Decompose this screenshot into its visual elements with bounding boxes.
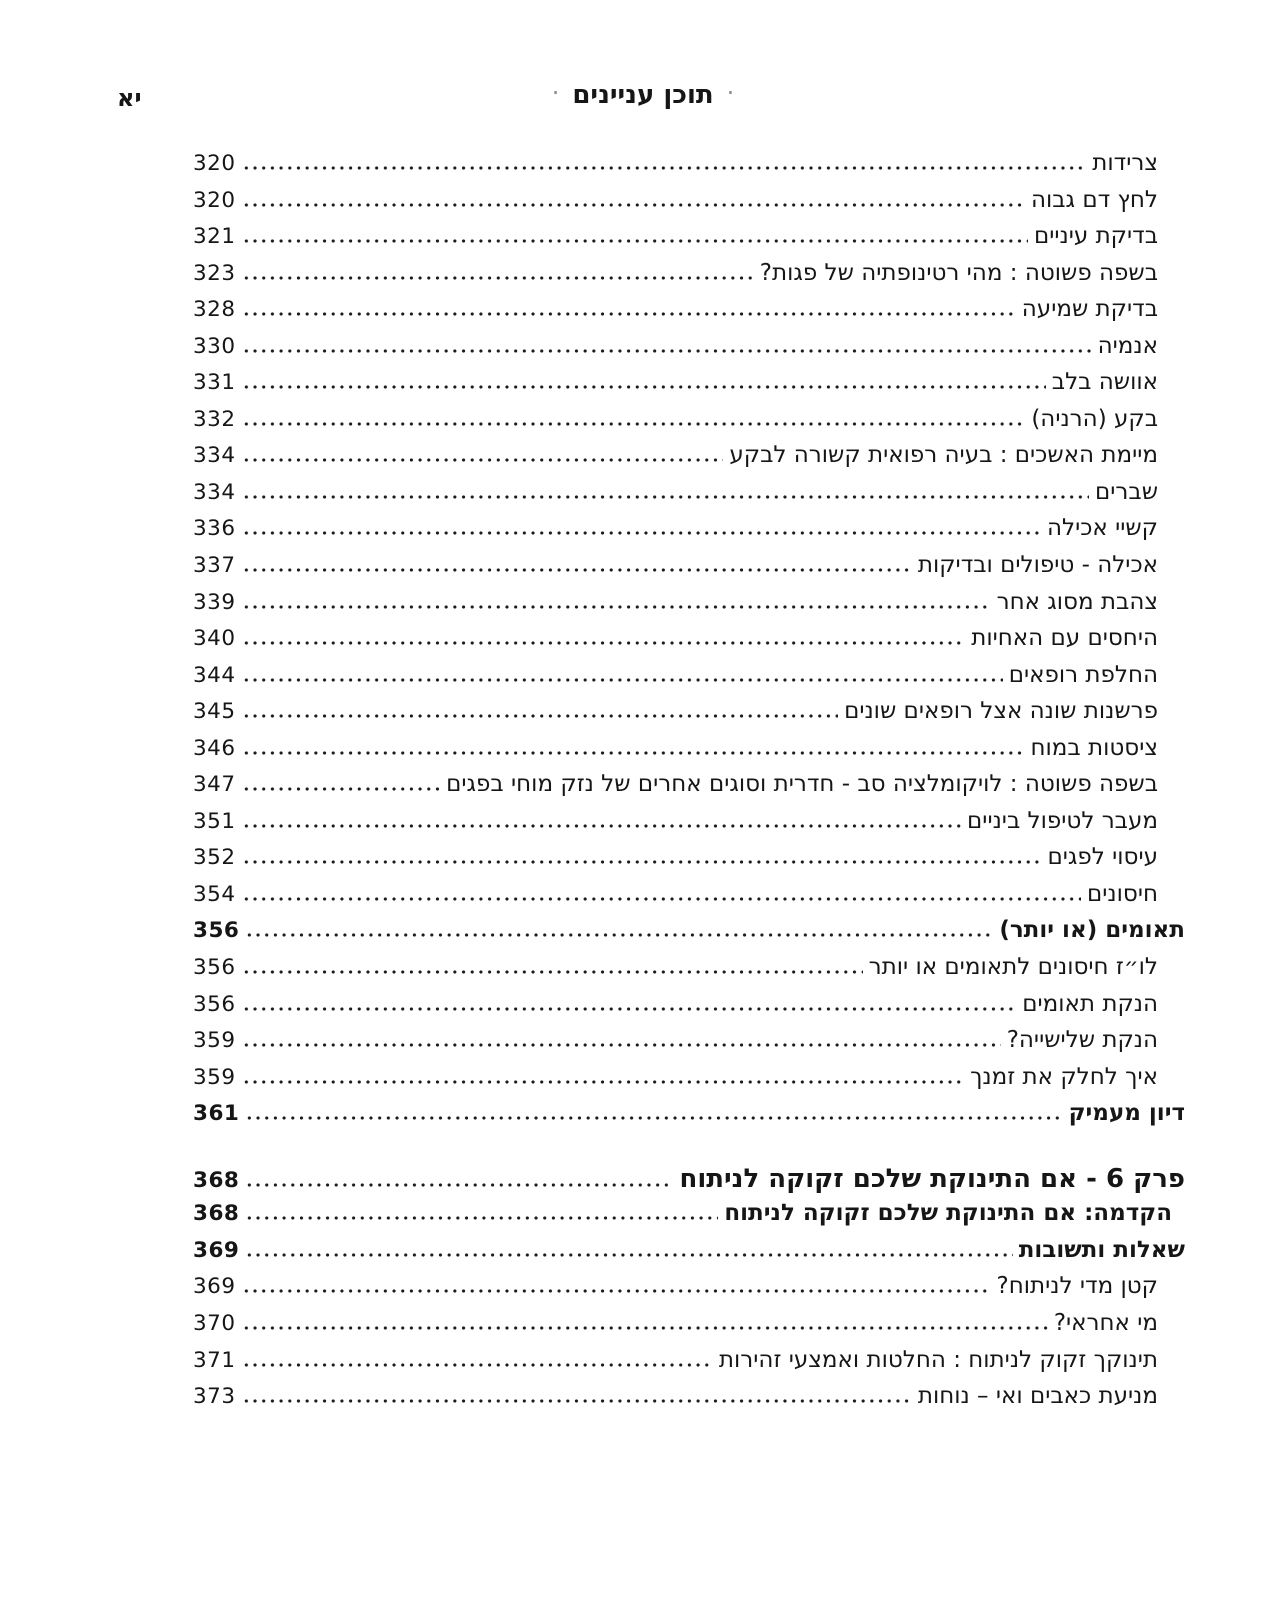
- toc-entry: [193, 1382, 1185, 1419]
- toc-entry-title: דיון מעמיק: [1068, 1100, 1185, 1127]
- toc-entry: [193, 990, 1185, 1027]
- toc-entry-page-number: 339: [193, 589, 236, 615]
- dotted-leader: [242, 641, 966, 645]
- dotted-leader: [245, 1253, 1012, 1257]
- toc-entry-title: ציסטות במוח: [1030, 734, 1158, 761]
- toc-entry: [193, 1272, 1185, 1309]
- dotted-leader: [245, 1183, 673, 1187]
- toc-entry-title: קטן מדי לניתוח?: [996, 1273, 1158, 1300]
- dotted-leader: [242, 495, 1089, 499]
- toc-entry: [193, 624, 1185, 661]
- toc-entry-title: הקדמה: אם התינוקת שלכם זקוקה לניתוח: [724, 1200, 1172, 1227]
- toc-entry-title: צרידות: [1092, 150, 1158, 176]
- dotted-leader: [242, 385, 1046, 389]
- toc-entry-page-number: 337: [193, 553, 236, 579]
- toc-entry: [193, 514, 1185, 551]
- dotted-leader: [242, 1399, 912, 1403]
- toc-entry-title: תינוקך זקוק לניתוח : החלטות ואמצעי זהירות: [718, 1346, 1158, 1373]
- toc-entry-title: מעבר לטיפול ביניים: [967, 807, 1158, 834]
- toc-entry-page-number: 354: [193, 881, 236, 907]
- toc-entry: [193, 953, 1185, 990]
- dotted-leader: [242, 787, 441, 791]
- toc-entry-page-number: 346: [193, 735, 236, 761]
- toc-entry-title: אנמיה: [1097, 332, 1158, 359]
- dotted-leader: [242, 422, 1026, 426]
- toc-entry-title: איך לחלק את זמנך: [970, 1063, 1158, 1090]
- dotted-leader: [242, 203, 1025, 207]
- toc-entry: [193, 259, 1185, 296]
- toc-entry: [193, 1163, 1185, 1200]
- dotted-leader: [242, 678, 1003, 682]
- toc-entry-title: פרק 6 - אם התינוקת שלכם זקוקה לניתוח: [679, 1163, 1185, 1194]
- toc-entry-title: בשפה פשוטה : לויקומלציה סב - חדרית וסוגים אחרים של נזק מוחי בפגים: [446, 771, 1158, 798]
- toc-entry: [193, 332, 1185, 369]
- toc-entry-title: בשפה פשוטה : מהי רטינופתיה של פגות?: [759, 259, 1158, 286]
- toc-entry: [193, 916, 1185, 953]
- toc-entry-title: בדיקת שמיעה: [1021, 296, 1158, 323]
- toc-entry: [193, 149, 1185, 186]
- toc-entry-title: עיסוי לפגים: [1047, 844, 1158, 871]
- toc-entry-page-number: 356: [193, 918, 240, 944]
- dotted-leader: [242, 1363, 713, 1367]
- toc-entry: [193, 1063, 1185, 1100]
- dotted-leader: [245, 1216, 718, 1220]
- toc-entry: [193, 1346, 1185, 1383]
- toc-entry-page-number: 323: [193, 260, 236, 286]
- toc-entry-page-number: 345: [193, 699, 236, 725]
- dotted-leader: [242, 1043, 1001, 1047]
- toc-entry-page-number: 321: [193, 224, 236, 250]
- toc-list: [193, 149, 1185, 1419]
- toc-entry: [193, 186, 1185, 223]
- toc-entry-title: החלפת רופאים: [1008, 661, 1158, 688]
- toc-entry-page-number: 368: [193, 1201, 240, 1227]
- toc-entry-page-number: 320: [193, 187, 236, 213]
- toc-entry-page-number: 330: [193, 333, 236, 359]
- toc-entry-page-number: 370: [193, 1310, 236, 1336]
- toc-entry-page-number: 344: [193, 662, 236, 688]
- toc-entry: [193, 222, 1185, 259]
- toc-entry: [193, 551, 1185, 588]
- toc-entry: [193, 405, 1185, 442]
- toc-entry: [193, 661, 1185, 698]
- toc-entry-title: לחץ דם גבוה: [1030, 186, 1158, 213]
- header-bullet-left: ·: [551, 79, 560, 107]
- toc-entry: [193, 843, 1185, 880]
- toc-entry-page-number: 359: [193, 1064, 236, 1090]
- toc-entry-page-number: 371: [193, 1347, 236, 1373]
- toc-entry: [193, 588, 1185, 625]
- toc-entry-page-number: 356: [193, 955, 236, 981]
- toc-entry-page-number: 347: [193, 772, 236, 798]
- toc-entry-title: תאומים (או יותר): [999, 917, 1185, 944]
- toc-entry-page-number: 369: [193, 1237, 240, 1263]
- dotted-leader: [245, 933, 993, 937]
- dotted-leader: [242, 714, 839, 718]
- toc-entry: [193, 807, 1185, 844]
- page-header: [0, 80, 1286, 110]
- toc-entry-title: חיסונים: [1087, 880, 1158, 907]
- toc-entry-title: הנקת תאומים: [1022, 990, 1158, 1017]
- dotted-leader: [242, 239, 1028, 243]
- toc-entry-title: מניעת כאבים ואי – נוחות: [917, 1383, 1158, 1410]
- toc-entry: [193, 1026, 1185, 1063]
- toc-entry: [193, 880, 1185, 917]
- toc-entry-title: הנקת שלישייה?: [1006, 1027, 1158, 1054]
- dotted-leader: [242, 166, 1087, 170]
- toc-entry: [193, 1236, 1185, 1273]
- dotted-leader: [242, 1007, 1017, 1011]
- toc-entry: [193, 478, 1185, 515]
- toc-entry-page-number: 334: [193, 443, 236, 469]
- toc-entry-page-number: 336: [193, 516, 236, 542]
- toc-entry-page-number: 331: [193, 370, 236, 396]
- dotted-leader: [242, 751, 1025, 755]
- folio-page-number: יא: [117, 84, 142, 112]
- toc-entry-title: שאלות ותשובות: [1018, 1236, 1185, 1263]
- toc-entry-page-number: 334: [193, 479, 236, 505]
- dotted-leader: [242, 970, 863, 974]
- toc-entry-title: קשיי אכילה: [1047, 515, 1158, 542]
- toc-entry-page-number: 368: [193, 1167, 240, 1193]
- toc-entry-title: אוושה בלב: [1051, 369, 1158, 396]
- dotted-leader: [242, 860, 1042, 864]
- dotted-leader: [242, 458, 724, 462]
- dotted-leader: [242, 568, 912, 572]
- toc-entry-title: בדיקת עיניים: [1033, 223, 1158, 250]
- page-title: תוכן עניינים: [572, 80, 714, 110]
- dotted-leader: [245, 1116, 1062, 1120]
- toc-entry: [193, 368, 1185, 405]
- toc-entry-title: צהבת מסוג אחר: [996, 588, 1158, 615]
- dotted-leader: [242, 349, 1092, 353]
- dotted-leader: [242, 824, 962, 828]
- dotted-leader: [242, 312, 1016, 316]
- toc-entry-title: לו״ז חיסונים לתאומים או יותר: [868, 954, 1158, 981]
- dotted-leader: [242, 1080, 965, 1084]
- toc-entry: [193, 441, 1185, 478]
- toc-entry-page-number: 332: [193, 406, 236, 432]
- toc-entry-page-number: 361: [193, 1101, 240, 1127]
- toc-entry-page-number: 352: [193, 845, 236, 871]
- toc-entry-title: מיימת האשכים : בעיה רפואית קשורה לבקע: [729, 442, 1158, 469]
- dotted-leader: [242, 605, 991, 609]
- dotted-leader: [242, 1289, 991, 1293]
- toc-entry: [193, 770, 1185, 807]
- toc-entry-page-number: 373: [193, 1384, 236, 1410]
- toc-entry-page-number: 328: [193, 297, 236, 323]
- toc-entry-title: אכילה - טיפולים ובדיקות: [917, 552, 1158, 579]
- dotted-leader: [242, 897, 1081, 901]
- toc-entry: [193, 1199, 1185, 1236]
- toc-entry-title: היחסים עם האחיות: [971, 625, 1158, 652]
- header-bullet-right: ·: [726, 79, 735, 107]
- toc-entry-title: מי אחראי?: [1053, 1309, 1158, 1336]
- toc-entry-title: שברים: [1095, 478, 1158, 505]
- toc-entry-page-number: 359: [193, 1028, 236, 1054]
- toc-entry: [193, 1099, 1185, 1136]
- toc-entry-page-number: 340: [193, 626, 236, 652]
- toc-entry: [193, 295, 1185, 332]
- dotted-leader: [242, 531, 1041, 535]
- toc-entry-page-number: 356: [193, 991, 236, 1017]
- toc-entry-page-number: 369: [193, 1274, 236, 1300]
- toc-entry-page-number: 351: [193, 808, 236, 834]
- toc-entry-title: בקע (הרניה): [1031, 405, 1158, 432]
- dotted-leader: [242, 1326, 1048, 1330]
- toc-entry-title: פרשנות שונה אצל רופאים שונים: [844, 698, 1158, 725]
- toc-entry: [193, 697, 1185, 734]
- toc-entry: [193, 1309, 1185, 1346]
- toc-entry-page-number: 320: [193, 151, 236, 176]
- dotted-leader: [242, 276, 754, 280]
- toc-entry: [193, 734, 1185, 771]
